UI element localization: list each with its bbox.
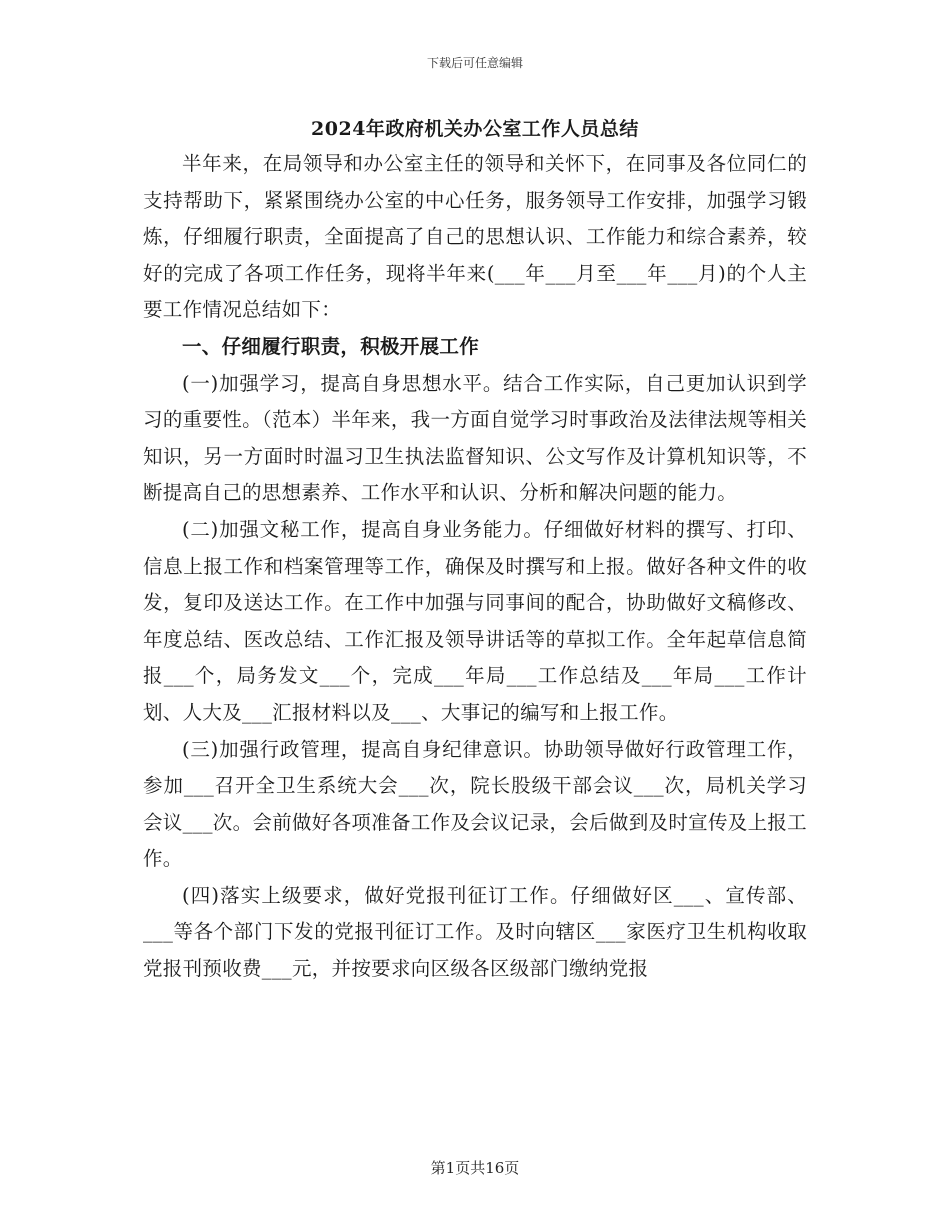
section-heading: 一、仔细履行职责，积极开展工作 [182,334,480,358]
paragraph-subscription: (四)落实上级要求，做好党报刊征订工作。仔细做好区___、宣传部、___等各个部门下发的党报刊征订工作。及时向辖区___家医疗卫生机构收取党报刊预收费___元，并按要求向区级各区级部门缴纳党报 [143,883,807,981]
paragraph-secretarial: (二)加强文秘工作，提高自身业务能力。仔细做好材料的撰写、打印、信息上报工作和档案管理等工作，确保及时撰写和上报。做好各种文件的收发，复印及送达工作。在工作中加强与同事间的配合，协助做好文稿修改、年度总结、医改总结、工作汇报及领导讲话等的草拟工作。全年起草信息简报___个，局务发文___个，完成___年局___工作总结及___年局___工作计划、人大及___汇报材料以及___、大事记的编写和上报工作。 [143,517,807,724]
paragraph-administration: (三)加强行政管理，提高自身纪律意识。协助领导做好行政管理工作，参加___召开全卫生系统大会___次，院长股级干部会议___次，局机关学习会议___次。会前做好各项准备工作及会议记录，会后做到及时宣传及上报工作。 [143,737,807,871]
document-body [143,146,807,988]
page-number: 第1页共16页 [430,1159,520,1177]
intro-paragraph: 半年来，在局领导和办公室主任的领导和关怀下，在同事及各位同仁的支持帮助下，紧紧围绕办公室的中心任务，服务领导工作安排，加强学习锻炼，仔细履行职责，全面提高了自己的思想认识、工作能力和综合素养，较好的完成了各项工作任务，现将半年来(___年___月至___年___月)的个人主要工作情况总结如下： [143,152,807,322]
document-title: 2024年政府机关办公室工作人员总结 [311,118,639,140]
header-note: 下载后可任意编辑 [426,56,523,70]
paragraph-study: (一)加强学习，提高自身思想水平。结合工作实际，自己更加认识到学习的重要性。（范本）半年来，我一方面自觉学习时事政治及法律法规等相关知识，另一方面时时温习卫生执法监督知识、公文写作及计算机知识等，不断提高自己的思想素养、工作水平和认识、分析和解决问题的能力。 [143,371,807,505]
